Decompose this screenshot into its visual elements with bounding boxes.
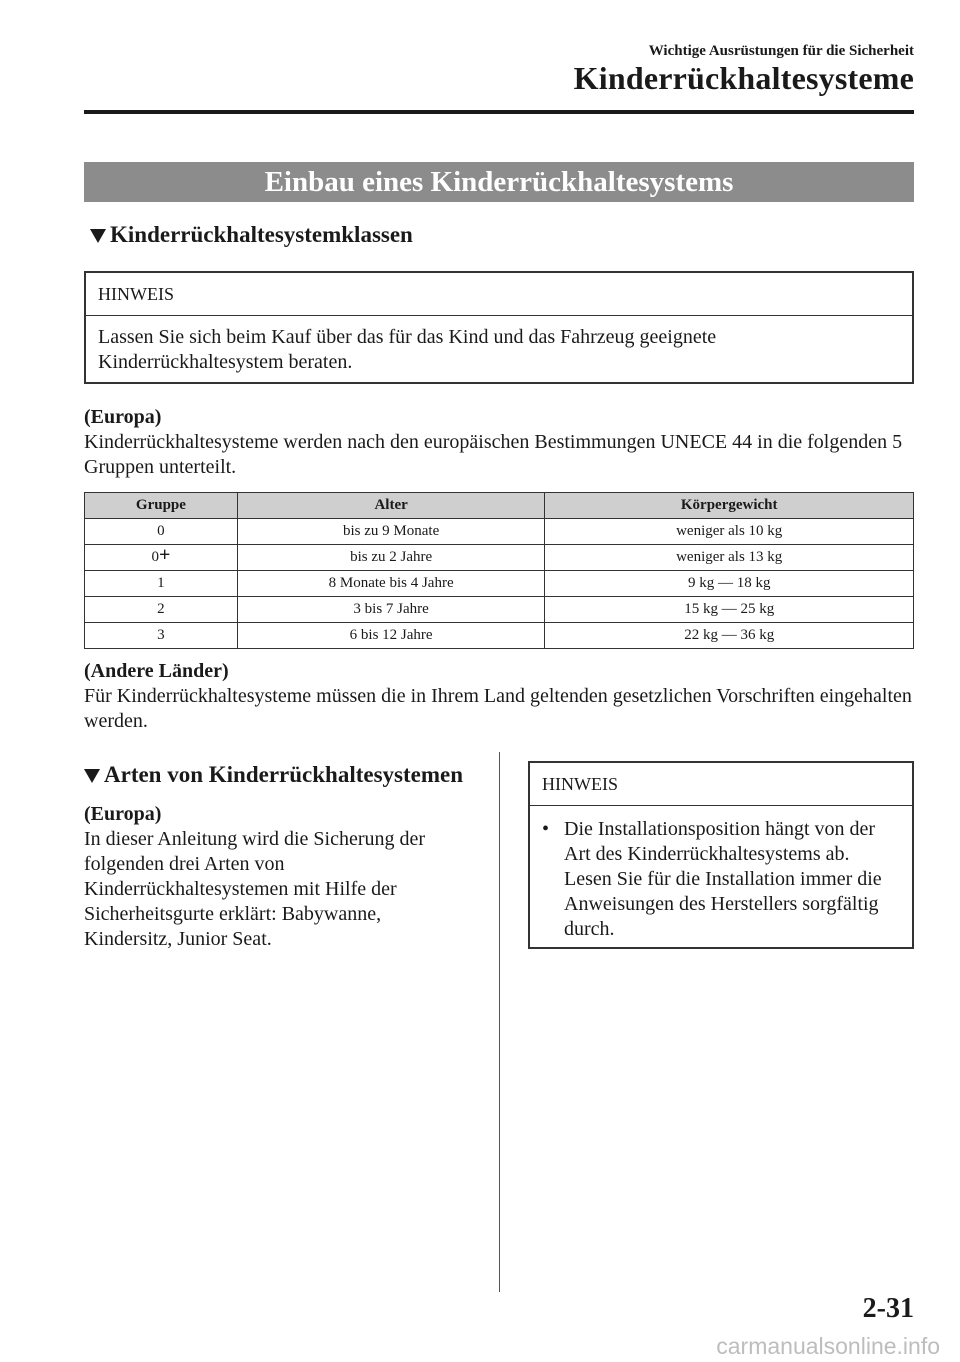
cell-age: 8 Monate bis 4 Jahre <box>237 571 545 597</box>
europe-text-types: In dieser Anleitung wird die Sicherung der folgenden drei Arten von Kinderrückhaltesystemen mit Hilfe der Sicherheitsgurte erklärt: Babywanne, Kindersitz, Junior Seat. <box>84 828 426 950</box>
cell-group: 2 <box>85 597 238 623</box>
subsection-heading-classes <box>90 222 413 248</box>
note-box-installation <box>528 761 914 949</box>
table-row <box>85 545 914 571</box>
cell-age: 3 bis 7 Jahre <box>237 597 545 623</box>
subsection-title: Arten von Kinderrückhaltesystemen <box>104 762 464 787</box>
table-row <box>85 623 914 649</box>
note-text: Lassen Sie sich beim Kauf über das für das Kind und das Fahrzeug geeignete Kinderrückhaltesystem beraten. <box>98 326 717 373</box>
europe-label: (Europa) <box>84 406 162 428</box>
triangle-marker-icon <box>90 229 106 243</box>
table-row <box>85 571 914 597</box>
other-countries-label: (Andere Länder) <box>84 660 229 682</box>
groups-table <box>84 492 914 649</box>
group-number: 0 <box>151 549 159 565</box>
cell-group: 1 <box>85 571 238 597</box>
cell-age: bis zu 9 Monate <box>237 519 545 545</box>
cell-weight: 22 kg — 36 kg <box>545 623 914 649</box>
table-row <box>85 519 914 545</box>
chapter-title: Wichtige Ausrüstungen für die Sicherheit <box>648 43 914 59</box>
cell-weight: 15 kg — 25 kg <box>545 597 914 623</box>
page-number: 2-31 <box>862 1293 914 1324</box>
subsection-title: Kinderrückhaltesystemklassen <box>110 222 413 247</box>
cell-age: 6 bis 12 Jahre <box>237 623 545 649</box>
note-bullet-item <box>542 817 900 942</box>
bullet-icon: • <box>542 818 550 840</box>
section-banner: Einbau eines Kinderrückhaltesystems <box>84 162 914 202</box>
column-divider <box>499 752 500 1292</box>
column-header-weight: Körpergewicht <box>545 493 914 519</box>
cell-group <box>85 545 238 571</box>
watermark: carmanualsonline.info <box>716 1333 940 1359</box>
other-countries-text: Für Kinderrückhaltesysteme müssen die in Ihrem Land geltenden gesetzlichen Vorschriften eingehalten werden. <box>84 685 912 732</box>
cell-age: bis zu 2 Jahre <box>237 545 545 571</box>
column-header-group: Gruppe <box>85 493 238 519</box>
note-label: HINWEIS <box>530 763 912 806</box>
europe-text: Kinderrückhaltesysteme werden nach den europäischen Bestimmungen UNECE 44 in die folgenden 5 Gruppen unterteilt. <box>84 431 903 478</box>
note-box-purchase <box>84 271 914 384</box>
page-title: Kinderrückhaltesysteme <box>573 60 914 96</box>
subsection-heading-types <box>84 762 463 788</box>
cell-weight: weniger als 13 kg <box>545 545 914 571</box>
note-bullet-text: Die Installationsposition hängt von der Art des Kinderrückhaltesystems ab. Lesen Sie für die Installation immer die Anweisungen des Herstellers sorgfältig durch. <box>564 818 882 940</box>
cell-group: 3 <box>85 623 238 649</box>
header-divider <box>84 110 914 114</box>
cell-weight: weniger als 10 kg <box>545 519 914 545</box>
table-row <box>85 597 914 623</box>
column-header-age: Alter <box>237 493 545 519</box>
triangle-marker-icon <box>84 769 100 783</box>
note-label: HINWEIS <box>86 273 912 316</box>
plus-icon: + <box>158 544 171 566</box>
cell-weight: 9 kg — 18 kg <box>545 571 914 597</box>
europe-label-types: (Europa) <box>84 803 162 825</box>
table-header-row <box>85 493 914 519</box>
cell-group: 0 <box>85 519 238 545</box>
